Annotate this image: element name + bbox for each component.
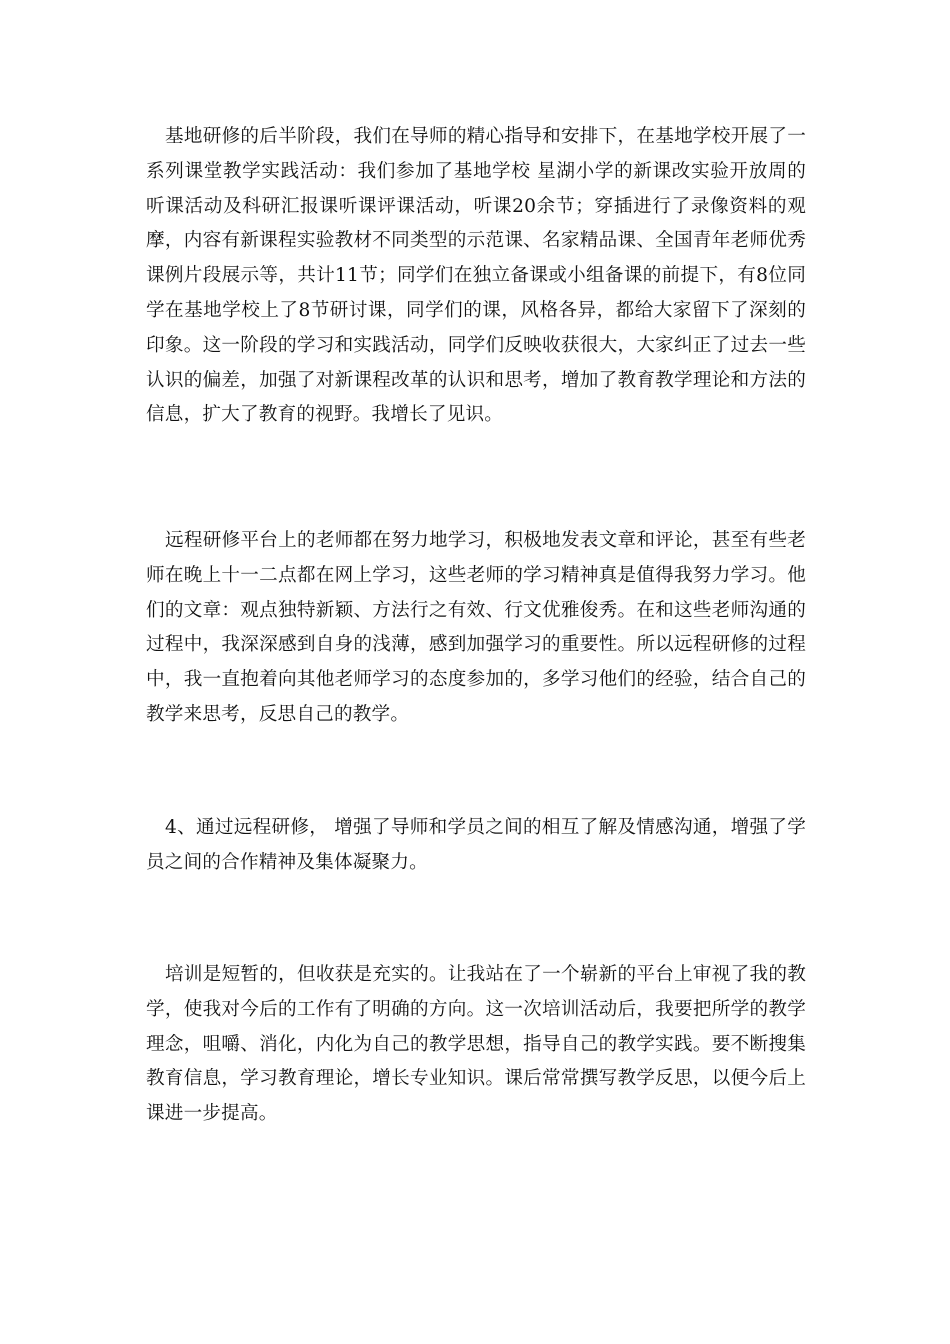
paragraph-base-training-practice: 基地研修的后半阶段，我们在导师的精心指导和安排下，在基地学校开展了一系列课堂教学实践活动：我们参加了基地学校 星湖小学的新课改实验开放周的听课活动及科研汇报课听课评课活动，听课20余节；穿插进行了录像资料的观摩，内容有新课程实验教材不同类型的示范课、名家精品课、全国青年老师优秀课例片段展示等，共计11节；同学们在独立备课或小组备课的前提下，有8位同学在基地学校上了8节研讨课，同学们的课，风格各异，都给大家留下了深刻的印象。这一阶段的学习和实践活动，同学们反映收获很大，大家纠正了过去一些认识的偏差，加强了对新课程改革的认识和思考，增加了教育教学理论和方法的信息，扩大了教育的视野。我增长了见识。: [146, 126, 806, 426]
paragraph-remote-platform-teachers: 远程研修平台上的老师都在努力地学习，积极地发表文章和评论，甚至有些老师在晚上十一二点都在网上学习，这些老师的学习精神真是值得我努力学习。他们的文章：观点独特新颖、方法行之有效、行文优雅俊秀。在和这些老师沟通的过程中，我深深感到自身的浅薄，感到加强学习的重要性。所以远程研修的过程中，我一直抱着向其他老师学习的态度参加的，多学习他们的经验，结合自己的教学来思考，反思自己的教学。: [146, 530, 806, 725]
paragraph-training-summary: 培训是短暂的，但收获是充实的。让我站在了一个崭新的平台上审视了我的教学，使我对今后的工作有了明确的方向。这一次培训活动后，我要把所学的教学理念，咀嚼、消化，内化为自己的教学思想，指导自己的教学实践。要不断搜集教育信息，学习教育理论，增长专业知识。课后常常撰写教学反思，以便今后上课进一步提高。: [146, 964, 806, 1125]
paragraph-mentor-student-communication: 4、通过远程研修， 增强了导师和学员之间的相互了解及情感沟通，增强了学员之间的合作精神及集体凝聚力。: [146, 817, 806, 873]
